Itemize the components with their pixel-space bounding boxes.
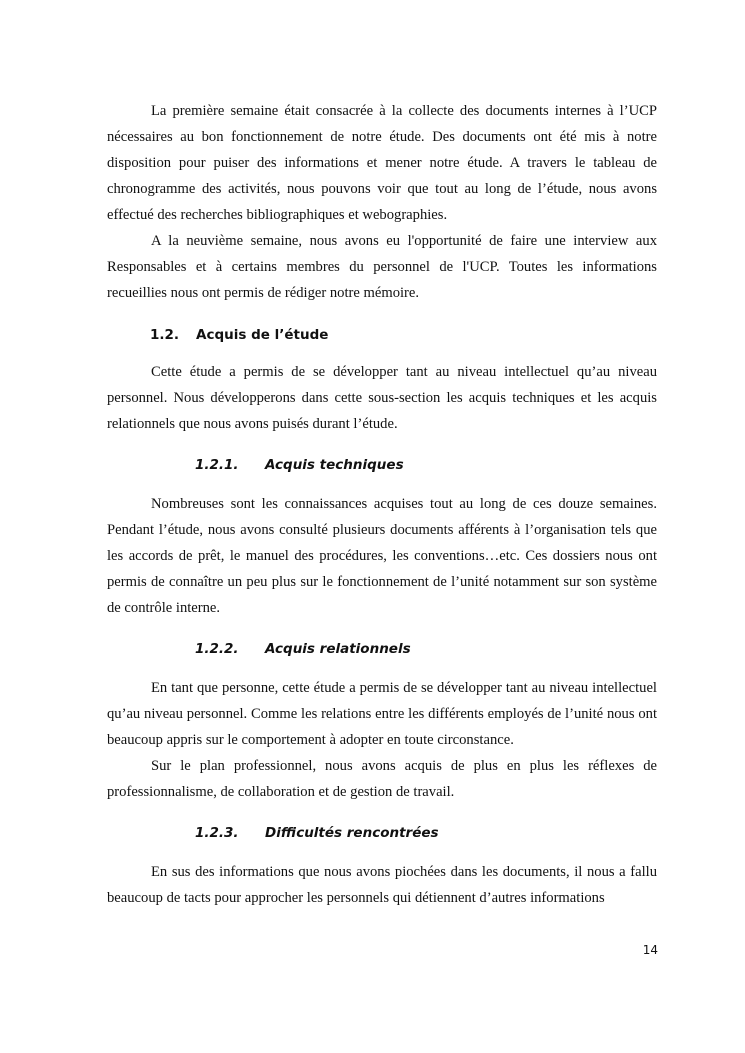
section-heading-1-2-1 <box>107 453 657 477</box>
section-title: Acquis de l’étude <box>196 327 329 343</box>
paragraph-intro-1: La première semaine était consacrée à la collecte des documents internes à l’UCP nécessaires au bon fonctionnement de notre étude. Des documents ont été mis à notre disposition pour puiser des informations et mener notre étude. A travers le tableau de chronogramme des activités, nous pouvons voir que tout au long de l’étude, nous avons effectué des recherches bibliographiques et webographies. <box>107 103 657 223</box>
section-title: Difficultés rencontrées <box>265 825 439 841</box>
section-heading-1-2 <box>107 323 657 347</box>
section-title: Acquis relationnels <box>265 641 411 657</box>
paragraph-section-1-2: Cette étude a permis de se développer tant au niveau intellectuel qu’au niveau personnel. Nous développerons dans cette sous-section les acquis techniques et les acquis relationnels que nous avons puisés durant l’étude. <box>107 364 657 432</box>
section-number: 1.2.2. <box>195 641 239 657</box>
section-number: 1.2.1. <box>195 457 239 473</box>
section-number: 1.2.3. <box>195 825 239 841</box>
paragraph-section-1-2-2-a: En tant que personne, cette étude a permis de se développer tant au niveau intellectuel qu’au niveau personnel. Comme les relations entre les différents employés de l’unité nous ont beaucoup appris sur le comportement à adopter en toute circonstance. <box>107 680 657 748</box>
section-number: 1.2. <box>150 327 180 343</box>
paragraph-section-1-2-1: Nombreuses sont les connaissances acquises tout au long de ces douze semaines. Pendant l’étude, nous avons consulté plusieurs documents afférents à l’organisation tels que les accords de prêt, le manuel des procédures, les conventions…etc. Ces dossiers nous ont permis de connaître un peu plus sur le fonctionnement de l’unité notamment sur son système de contrôle interne. <box>107 496 657 616</box>
paragraph-intro-2: A la neuvième semaine, nous avons eu l'opportunité de faire une interview aux Responsables et à certains membres du personnel de l'UCP. Toutes les informations recueillies nous ont permis de rédiger notre mémoire. <box>107 233 657 301</box>
section-title: Acquis techniques <box>265 457 404 473</box>
page-body <box>107 98 657 911</box>
section-heading-1-2-2 <box>107 637 657 661</box>
page-number: 14 <box>642 943 658 957</box>
paragraph-section-1-2-3: En sus des informations que nous avons piochées dans les documents, il nous a fallu beaucoup de tacts pour approcher les personnels qui détiennent d’autres informations <box>107 864 657 906</box>
section-heading-1-2-3 <box>107 821 657 845</box>
paragraph-section-1-2-2-b: Sur le plan professionnel, nous avons acquis de plus en plus les réflexes de professionnalisme, de collaboration et de gestion de travail. <box>107 758 657 800</box>
